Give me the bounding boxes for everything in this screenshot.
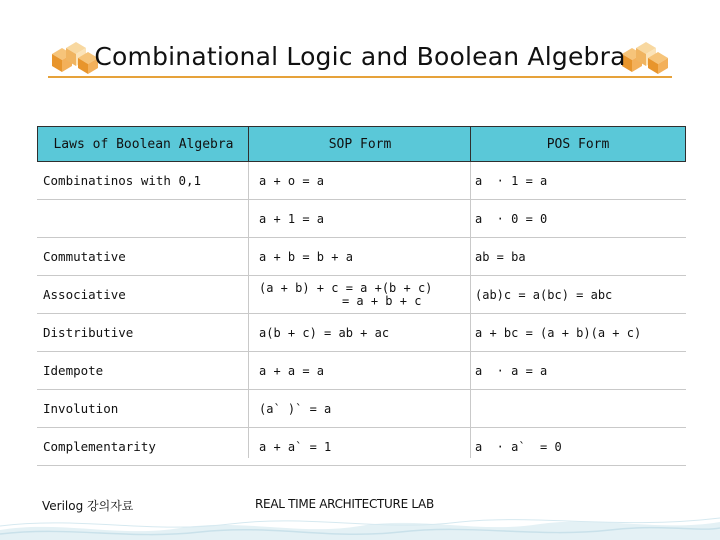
slide-title: Combinational Logic and Boolean Algebra [94,42,626,71]
pos-form: a · 1 = a [475,173,548,188]
title-underline [48,76,672,78]
table-row [37,390,686,428]
sop-form-line2: = a + b + c [341,293,422,308]
table-header [37,126,686,162]
sop-form: a(b + c) = ab + ac [259,325,390,340]
table-row [37,352,686,390]
column-divider [248,162,249,458]
pos-form: (ab)c = a(bc) = abc [475,287,613,302]
pos-form: a + bc = (a + b)(a + c) [475,325,642,340]
sop-form: a + a = a [259,363,325,378]
table-row [37,238,686,276]
law-name: Combinatinos with 0,1 [43,173,202,188]
law-name: Associative [43,287,126,302]
law-name: Idempote [43,363,104,378]
pos-form: a · a = a [475,363,548,378]
table-row [37,428,686,466]
header-pos: POS Form [470,126,686,162]
law-name: Complementarity [43,439,156,454]
table-row [37,314,686,352]
sop-form: a + a` = 1 [259,439,332,454]
sop-form-line1: (a + b) + c = a +(b + c) [259,280,433,295]
sop-form: a + b = b + a [259,249,353,264]
decorative-wave [0,512,720,540]
boolean-laws-table [37,126,686,466]
footer-course-label: Verilog 강의자료 [42,499,134,513]
footer-lab-name: REAL TIME ARCHITECTURE LAB [255,497,434,511]
table-row [37,162,686,200]
table-row [37,276,686,314]
pos-form: ab = ba [475,249,526,264]
pos-form: a · a` = 0 [475,439,562,454]
law-name: Involution [43,401,119,416]
sop-form: a + 1 = a [259,211,325,226]
law-name: Commutative [43,249,126,264]
sop-form: a + o = a [259,173,325,188]
sop-form [259,276,432,313]
law-name: Distributive [43,325,134,340]
header-sop: SOP Form [248,126,472,162]
pos-form: a · 0 = 0 [475,211,548,226]
sop-form: (a` )` = a [259,401,332,416]
table-row [37,200,686,238]
column-divider [470,162,471,458]
header-laws: Laws of Boolean Algebra [37,126,250,162]
